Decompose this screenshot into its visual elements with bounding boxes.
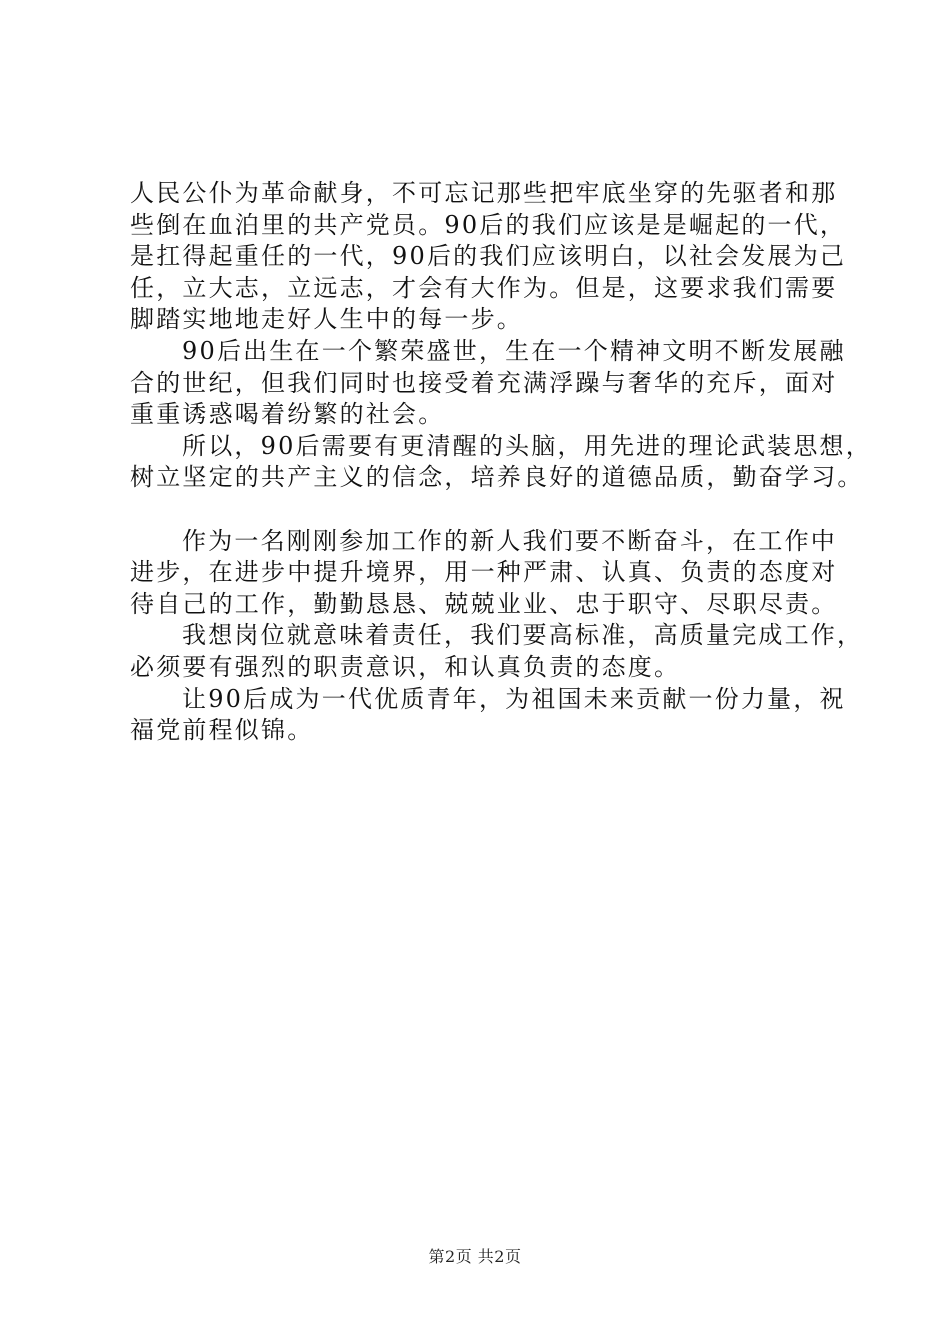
paragraph	[130, 336, 846, 431]
text-line: 脚踏实地地走好人生中的每一步。	[130, 305, 523, 334]
text-line: 些倒在血泊里的共产党员。90后的我们应该是是崛起的一代，	[130, 210, 847, 239]
text-line: 所以，90后需要有更清醒的头脑，用先进的理论武装思想，	[182, 431, 872, 460]
text-line: 90后出生在一个繁荣盛世，生在一个精神文明不断发展融	[182, 336, 846, 365]
text-line: 重重诱惑喝着纷繁的社会。	[130, 400, 445, 429]
blank-line	[130, 494, 836, 526]
text-line: 必须要有强烈的职责意识，和认真负责的态度。	[130, 652, 681, 681]
text-line: 任，立大志，立远志，才会有大作为。但是，这要求我们需要	[130, 273, 838, 302]
text-line: 树立坚定的共产主义的信念，培养良好的道德品质，勤奋学习。	[130, 463, 864, 492]
paragraph	[130, 684, 846, 747]
paragraph	[130, 178, 847, 336]
text-line: 让90后成为一代优质青年，为祖国未来贡献一份力量，祝	[182, 684, 846, 713]
text-line: 作为一名刚刚参加工作的新人我们要不断奋斗，在工作中	[182, 526, 837, 555]
text-line: 进步，在进步中提升境界，用一种严肃、认真、负责的态度对	[130, 558, 838, 587]
paragraph	[130, 526, 836, 621]
text-line: 待自己的工作，勤勤恳恳、兢兢业业、忠于职守、尽职尽责。	[130, 589, 838, 618]
text-line: 福党前程似锦。	[130, 716, 314, 745]
text-line: 合的世纪，但我们同时也接受着充满浮躁与奢华的充斥，面对	[130, 368, 838, 397]
paragraph	[130, 620, 864, 683]
text-line: 人民公仆为革命献身，不可忘记那些把牢底坐穿的先驱者和那	[130, 179, 838, 207]
text-line: 我想岗位就意味着责任，我们要高标准，高质量完成工作，	[182, 621, 864, 650]
paragraph	[130, 431, 872, 494]
document-body	[130, 178, 872, 747]
page-footer: 第2页 共2页	[428, 1247, 522, 1266]
text-line: 是扛得起重任的一代，90后的我们应该明白，以社会发展为己	[130, 242, 847, 271]
